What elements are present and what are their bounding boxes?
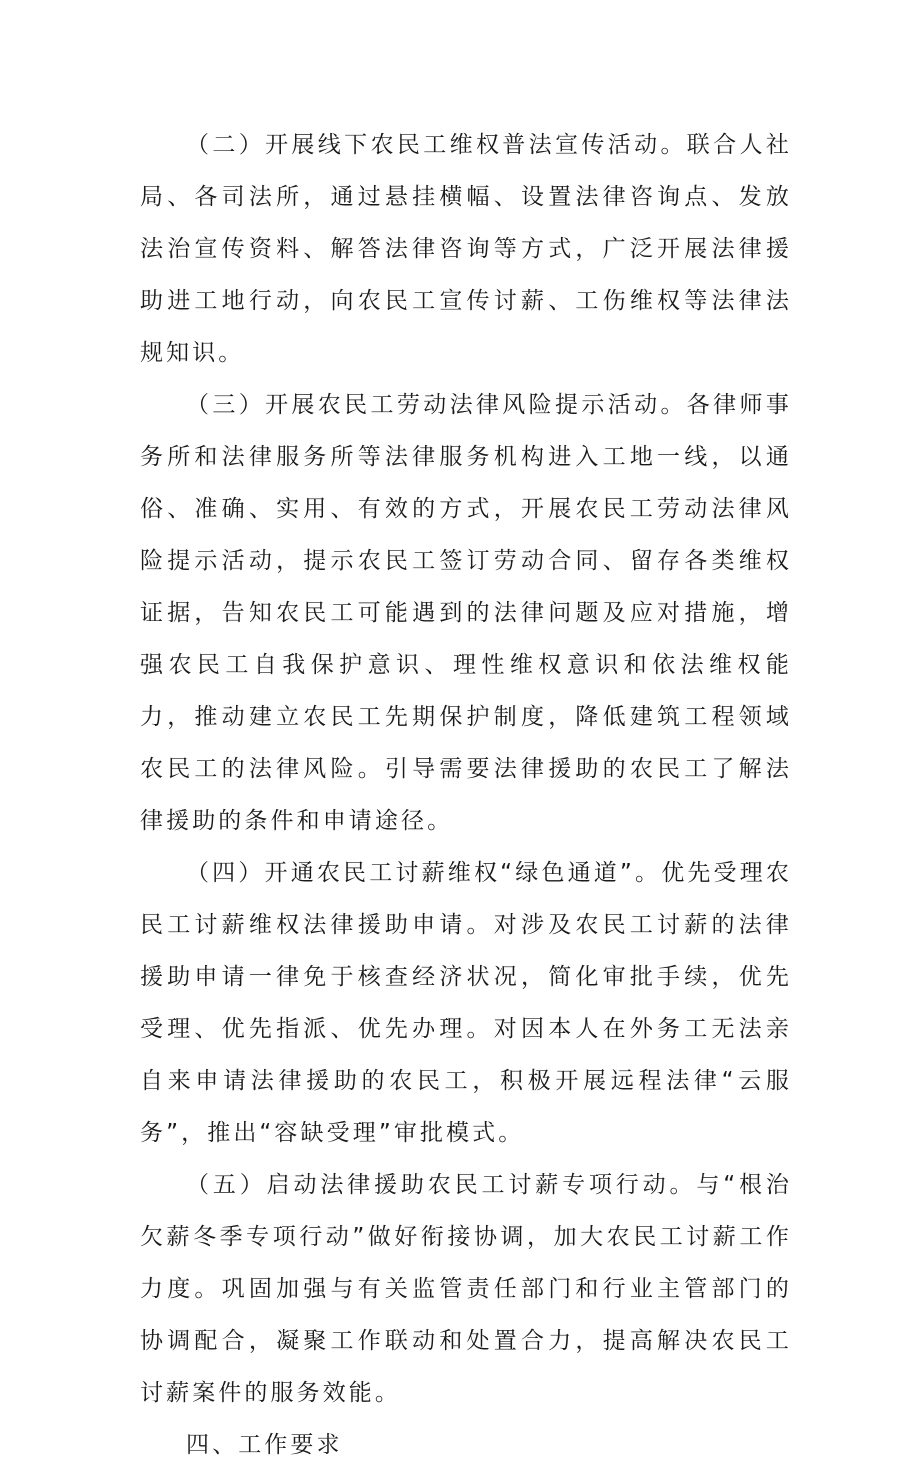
document-body	[140, 119, 792, 1471]
section-heading-work-requirements: 四、工作要求	[186, 1432, 343, 1458]
paragraph-special-action: （五）启动法律援助农民工讨薪专项行动。与“根治欠薪冬季专项行动”做好衔接协调，加大农民工讨薪工作力度。巩固加强与有关监管责任部门和行业主管部门的协调配合，凝聚工作联动和处置合力，提高解决农民工讨薪案件的服务效能。	[140, 1172, 792, 1406]
paragraph-green-channel: （四）开通农民工讨薪维权“绿色通道”。优先受理农民工讨薪维权法律援助申请。对涉及农民工讨薪的法律援助申请一律免于核查经济状况，简化审批手续，优先受理、优先指派、优先办理。对因本人在外务工无法亲自来申请法律援助的农民工，积极开展远程法律“云服务”，推出“容缺受理”审批模式。	[140, 860, 792, 1146]
paragraph-offline-legal-publicity: （二）开展线下农民工维权普法宣传活动。联合人社局、各司法所，通过悬挂横幅、设置法律咨询点、发放法治宣传资料、解答法律咨询等方式，广泛开展法律援助进工地行动，向农民工宣传讨薪、工伤维权等法律法规知识。	[140, 132, 792, 366]
paragraph-labor-risk-warning: （三）开展农民工劳动法律风险提示活动。各律师事务所和法律服务所等法律服务机构进入工地一线，以通俗、准确、实用、有效的方式，开展农民工劳动法律风险提示活动，提示农民工签订劳动合同、留存各类维权证据，告知农民工可能遇到的法律问题及应对措施，增强农民工自我保护意识、理性维权意识和依法维权能力，推动建立农民工先期保护制度，降低建筑工程领域农民工的法律风险。引导需要法律援助的农民工了解法律援助的条件和申请途径。	[140, 392, 792, 834]
